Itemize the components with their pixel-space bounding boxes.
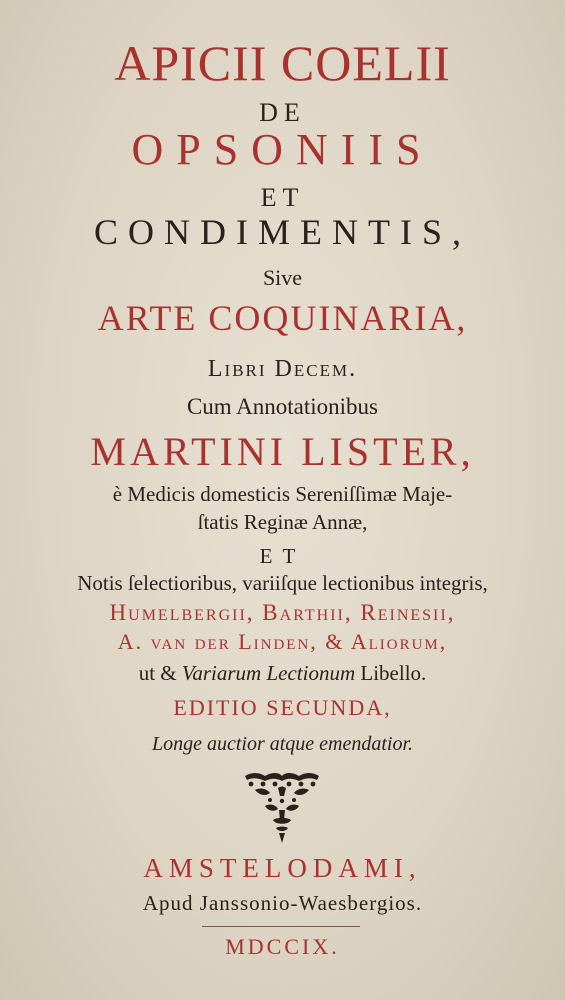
edition-note: Longe auctior atque emendatior. — [151, 733, 414, 755]
libello-italic: Variarum Lectionum — [181, 661, 356, 685]
author-heading: APICII COELII — [114, 35, 451, 91]
commentators-line-1: Humelbergii, Barthii, Reinesii, — [109, 600, 456, 625]
libello-suffix: Libello. — [355, 661, 427, 685]
libello-line — [0, 663, 565, 684]
title-opsoniis: OPSONIIS — [131, 125, 434, 174]
imprint-rule — [202, 926, 360, 927]
editor-description-2: ſtatis Reginæ Annæ, — [197, 510, 368, 534]
title-de: DE — [259, 98, 306, 127]
imprint-place: AMSTELODAMI, — [143, 853, 422, 883]
libello-prefix: ut & — [138, 661, 182, 685]
floral-tailpiece-icon — [237, 772, 327, 844]
editor-description-1: è Medicis domesticis Sereniſſimæ Maje- — [112, 482, 453, 506]
imprint-publisher: Apud Janssonio-Waesbergios. — [142, 891, 423, 915]
title-condimentis: CONDIMENTIS, — [94, 212, 471, 252]
edition-statement: EDITIO SECUNDA, — [173, 695, 392, 720]
editor-name: MARTINI LISTER, — [90, 429, 475, 474]
title-sive: Sive — [262, 265, 303, 290]
libri-decem: Libri Decem. — [207, 356, 358, 382]
title-et: ET — [260, 183, 305, 212]
title-arte-coquinaria: ARTE COQUINARIA, — [97, 298, 468, 338]
commentators-line-2: A. van der Linden, & Aliorum, — [117, 629, 448, 654]
notes-line: Notis ſelectioribus, variiſque lectionibus integris, — [77, 571, 488, 595]
conjunction-et: ET — [259, 544, 306, 568]
imprint-date: MDCCIX. — [225, 934, 340, 959]
cum-annotationibus: Cum Annotationibus — [186, 394, 379, 419]
